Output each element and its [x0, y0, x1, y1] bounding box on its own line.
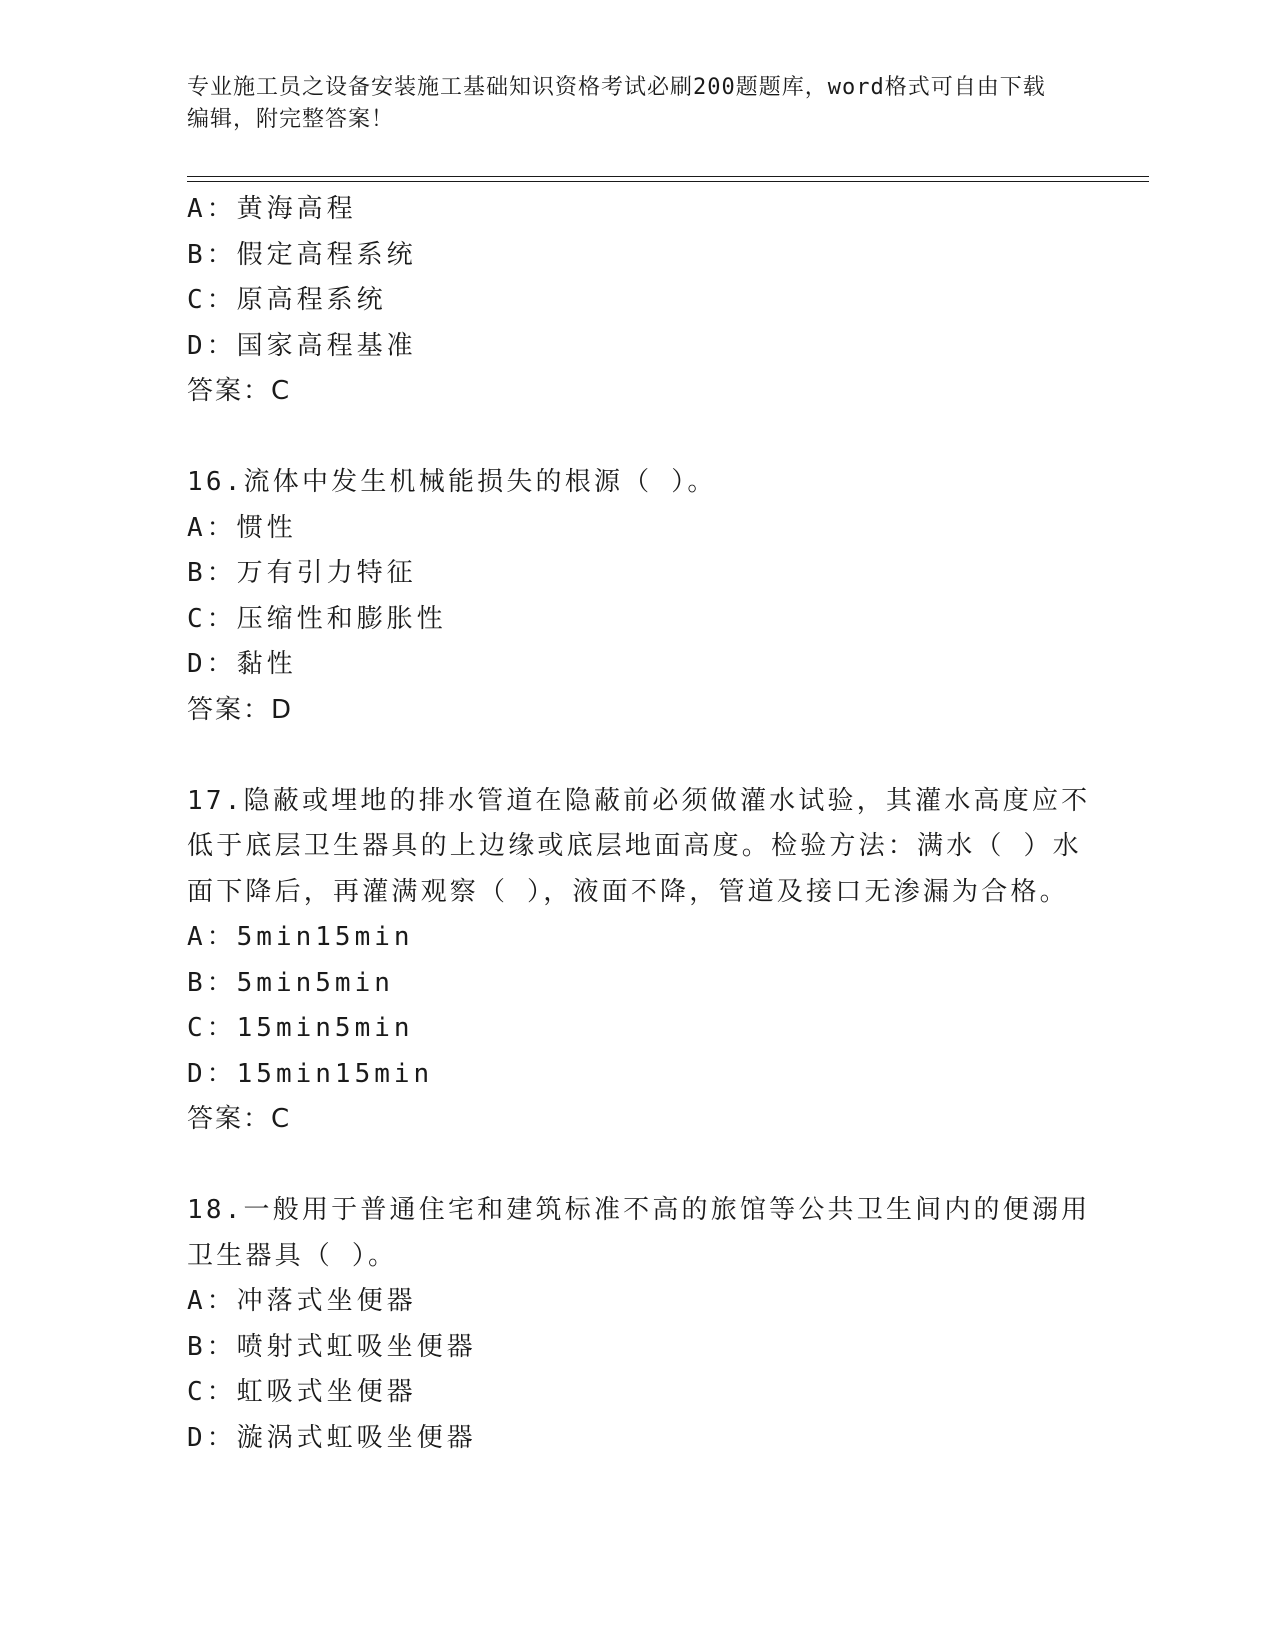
question-stem: 16.流体中发生机械能损失的根源（ ）。	[187, 467, 717, 497]
answer: 答案：C	[187, 1104, 292, 1134]
document-header: 专业施工员之设备安装施工基础知识资格考试必刷200题题库，word格式可自由下载编辑，附完整答案！	[187, 75, 1046, 132]
option-a: A：惯性	[187, 512, 297, 543]
question-15	[187, 187, 1087, 415]
question-list	[187, 187, 1091, 1461]
option-a: A：冲落式坐便器	[187, 1286, 417, 1316]
option-a: A：5min15min	[187, 922, 414, 952]
question-17	[187, 779, 1091, 1143]
option-c: C：压缩性和膨胀性	[187, 603, 447, 634]
question-18	[187, 1188, 1091, 1461]
option-c: C：原高程系统	[187, 285, 387, 315]
question-stem: 17.隐蔽或埋地的排水管道在隐蔽前必须做灌水试验，其灌水高度应不	[187, 785, 1091, 816]
option-b: B：假定高程系统	[187, 239, 417, 270]
option-a: A：黄海高程	[187, 194, 357, 224]
option-b: B：万有引力特征	[187, 558, 417, 588]
option-b: B：5min5min	[187, 967, 394, 998]
option-d: D：漩涡式虹吸坐便器	[187, 1422, 477, 1453]
option-b: B：喷射式虹吸坐便器	[187, 1331, 477, 1362]
option-d: D：黏性	[187, 649, 297, 679]
question-stem: 面下降后，再灌满观察（ ），液面不降，管道及接口无渗漏为合格。	[187, 876, 1069, 907]
answer: 答案：D	[187, 694, 294, 725]
option-d: D：国家高程基准	[187, 330, 417, 361]
question-16	[187, 460, 1087, 733]
option-c: C：虹吸式坐便器	[187, 1377, 417, 1407]
question-stem: 18.一般用于普通住宅和建筑标准不高的旅馆等公共卫生间内的便溺用	[187, 1195, 1091, 1225]
answer: 答案：C	[187, 376, 292, 406]
header-rule-bottom	[187, 181, 1149, 182]
option-d: D：15min15min	[187, 1058, 434, 1089]
question-stem: 低于底层卫生器具的上边缘或底层地面高度。检验方法：满水（ ）水	[187, 831, 1082, 861]
option-c: C：15min5min	[187, 1013, 414, 1043]
question-stem: 卫生器具（ ）。	[187, 1240, 398, 1271]
header-rule-top	[187, 176, 1149, 177]
